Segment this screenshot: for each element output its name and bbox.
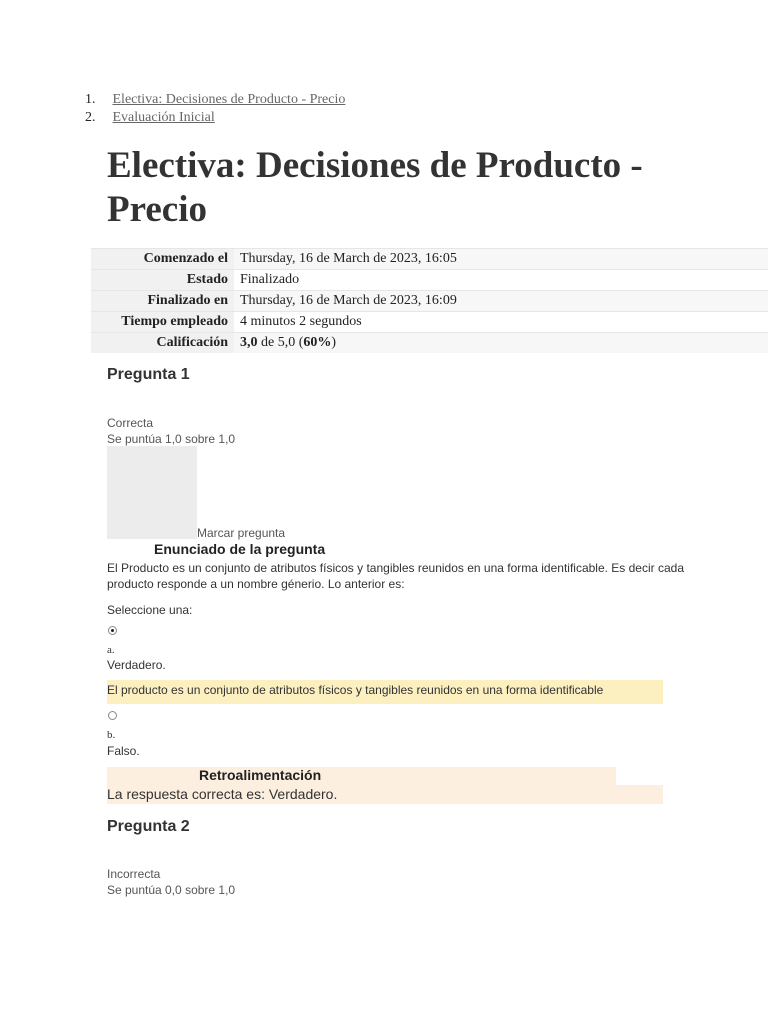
right-answer: La respuesta correcta es: Verdadero. (107, 785, 663, 804)
breadcrumb-number: 2. (85, 110, 96, 125)
breadcrumb-item (85, 91, 346, 109)
summary-label: Finalizado en (91, 291, 234, 312)
flag-icon[interactable] (107, 446, 197, 539)
feedback-heading-bar (107, 767, 616, 785)
breadcrumb-link-course[interactable]: Electiva: Decisiones de Producto - Precio (112, 92, 346, 107)
summary-value: 4 minutos 2 segundos (234, 312, 768, 333)
question-1-title: Pregunta 1 (107, 366, 190, 383)
summary-row (91, 270, 768, 291)
breadcrumb-item (85, 109, 345, 127)
grade-close: ) (331, 335, 337, 350)
grade-total: de 5,0 ( (257, 335, 304, 350)
summary-label: Estado (91, 270, 234, 291)
grade-percent: 60% (303, 335, 332, 350)
question-stem-heading: Enunciado de la pregunta (154, 541, 326, 557)
summary-value: Finalizado (234, 270, 768, 291)
question-2-mark: Se puntúa 0,0 sobre 1,0 (107, 883, 236, 897)
question-stem: El Producto es un conjunto de atributos físicos y tangibles reunidos en una forma identificable. Es decir cada producto responde a un nombre génerio. Lo anterior es: (107, 561, 685, 591)
question-2-title: Pregunta 2 (107, 818, 190, 835)
breadcrumb (85, 91, 346, 127)
option-a-label[interactable]: Verdadero. (107, 658, 166, 672)
page-title: Electiva: Decisiones de Producto - Precio (107, 145, 643, 230)
question-1-state: Correcta (107, 416, 154, 430)
summary-value: Thursday, 16 de March de 2023, 16:05 (234, 249, 768, 270)
summary-row (91, 291, 768, 312)
flag-question-link[interactable]: Marcar pregunta (197, 526, 286, 540)
option-a-letter: a. (107, 644, 115, 656)
feedback-heading: Retroalimentación (199, 767, 322, 783)
question-1-mark: Se puntúa 1,0 sobre 1,0 (107, 432, 236, 446)
summary-row (91, 312, 768, 333)
select-one-prompt: Seleccione una: (107, 603, 193, 617)
summary-value: Thursday, 16 de March de 2023, 16:09 (234, 291, 768, 312)
question-2-state: Incorrecta (107, 867, 161, 881)
breadcrumb-link-quiz[interactable]: Evaluación Inicial (112, 110, 215, 125)
option-b-letter: b. (107, 729, 116, 741)
grade-value (234, 333, 768, 354)
breadcrumb-number: 1. (85, 92, 96, 107)
option-a-radio[interactable] (108, 626, 117, 635)
grade-score: 3,0 (240, 335, 258, 350)
summary-label: Tiempo empleado (91, 312, 234, 333)
summary-label: Comenzado el (91, 249, 234, 270)
option-b-radio[interactable] (108, 711, 117, 720)
option-b-label[interactable]: Falso. (107, 744, 140, 758)
grade-label: Calificación (91, 333, 234, 354)
summary-row-grade (91, 333, 768, 354)
summary-row (91, 249, 768, 270)
specific-feedback: El producto es un conjunto de atributos físicos y tangibles reunidos en una forma identificable (107, 680, 663, 704)
attempt-summary-table (91, 248, 768, 353)
